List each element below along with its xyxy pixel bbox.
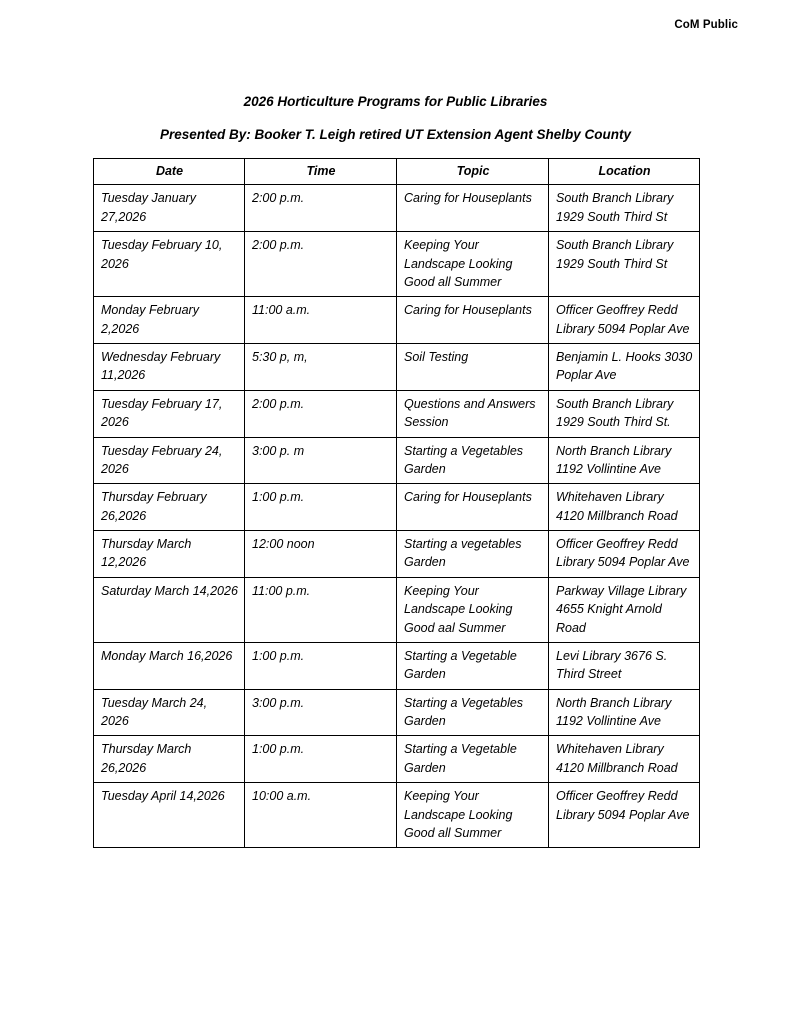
cell-time: 2:00 p.m. [245, 232, 397, 297]
table-row [94, 297, 700, 344]
cell-date: Saturday March 14,2026 [94, 577, 245, 642]
page-subtitle: Presented By: Booker T. Leigh retired UT Extension Agent Shelby County [159, 127, 632, 142]
cell-date: Tuesday February 17, 2026 [94, 390, 245, 437]
column-header-topic: Topic [397, 159, 549, 185]
page-title: 2026 Horticulture Programs for Public Libraries [243, 94, 548, 109]
cell-time: 10:00 a.m. [245, 783, 397, 848]
cell-location: Officer Geoffrey Redd Library 5094 Poplar Ave [549, 531, 700, 578]
schedule-table-wrapper [93, 158, 699, 848]
table-row [94, 344, 700, 391]
column-header-time: Time [245, 159, 397, 185]
cell-date: Tuesday January 27,2026 [94, 185, 245, 232]
cell-location: Officer Geoffrey Redd Library 5094 Poplar Ave [549, 297, 700, 344]
table-row [94, 484, 700, 531]
schedule-table [93, 158, 700, 848]
cell-location: North Branch Library 1192 Vollintine Ave [549, 689, 700, 736]
cell-topic: Starting a Vegetables Garden [397, 437, 549, 484]
cell-date: Tuesday February 10, 2026 [94, 232, 245, 297]
cell-topic: Questions and Answers Session [397, 390, 549, 437]
table-row [94, 783, 700, 848]
cell-topic: Starting a Vegetables Garden [397, 689, 549, 736]
cell-time: 11:00 p.m. [245, 577, 397, 642]
cell-topic: Soil Testing [397, 344, 549, 391]
cell-time: 1:00 p.m. [245, 484, 397, 531]
cell-topic: Keeping Your Landscape Looking Good all Summer [397, 783, 549, 848]
cell-date: Tuesday April 14,2026 [94, 783, 245, 848]
table-row [94, 736, 700, 783]
cell-date: Tuesday March 24, 2026 [94, 689, 245, 736]
cell-date: Monday February 2,2026 [94, 297, 245, 344]
cell-time: 3:00 p.m. [245, 689, 397, 736]
table-row [94, 437, 700, 484]
table-header-row [94, 159, 700, 185]
cell-date: Thursday March 12,2026 [94, 531, 245, 578]
table-row [94, 185, 700, 232]
table-row [94, 642, 700, 689]
cell-location: South Branch Library 1929 South Third St. [549, 390, 700, 437]
cell-topic: Caring for Houseplants [397, 297, 549, 344]
table-row [94, 390, 700, 437]
column-header-location: Location [549, 159, 700, 185]
cell-topic: Starting a vegetables Garden [397, 531, 549, 578]
cell-location: Parkway Village Library 4655 Knight Arnold Road [549, 577, 700, 642]
cell-location: Whitehaven Library 4120 Millbranch Road [549, 736, 700, 783]
cell-date: Thursday March 26,2026 [94, 736, 245, 783]
cell-topic: Caring for Houseplants [397, 185, 549, 232]
cell-date: Tuesday February 24, 2026 [94, 437, 245, 484]
schedule-table-body [94, 185, 700, 848]
cell-time: 5:30 p, m, [245, 344, 397, 391]
table-row [94, 531, 700, 578]
cell-time: 11:00 a.m. [245, 297, 397, 344]
cell-location: South Branch Library 1929 South Third St [549, 232, 700, 297]
cell-date: Thursday February 26,2026 [94, 484, 245, 531]
cell-date: Monday March 16,2026 [94, 642, 245, 689]
table-row [94, 689, 700, 736]
cell-time: 2:00 p.m. [245, 185, 397, 232]
cell-location: Levi Library 3676 S. Third Street [549, 642, 700, 689]
cell-topic: Caring for Houseplants [397, 484, 549, 531]
classification-header: CoM Public [674, 19, 738, 31]
cell-topic: Starting a Vegetable Garden [397, 642, 549, 689]
cell-location: North Branch Library 1192 Vollintine Ave [549, 437, 700, 484]
cell-topic: Starting a Vegetable Garden [397, 736, 549, 783]
cell-location: Officer Geoffrey Redd Library 5094 Poplar Ave [549, 783, 700, 848]
cell-time: 12:00 noon [245, 531, 397, 578]
cell-location: South Branch Library 1929 South Third St [549, 185, 700, 232]
cell-time: 1:00 p.m. [245, 736, 397, 783]
cell-date: Wednesday February 11,2026 [94, 344, 245, 391]
table-row [94, 577, 700, 642]
cell-location: Benjamin L. Hooks 3030 Poplar Ave [549, 344, 700, 391]
cell-time: 2:00 p.m. [245, 390, 397, 437]
cell-time: 1:00 p.m. [245, 642, 397, 689]
table-row [94, 232, 700, 297]
cell-location: Whitehaven Library 4120 Millbranch Road [549, 484, 700, 531]
cell-topic: Keeping Your Landscape Looking Good aal Summer [397, 577, 549, 642]
column-header-date: Date [94, 159, 245, 185]
cell-time: 3:00 p. m [245, 437, 397, 484]
cell-topic: Keeping Your Landscape Looking Good all Summer [397, 232, 549, 297]
